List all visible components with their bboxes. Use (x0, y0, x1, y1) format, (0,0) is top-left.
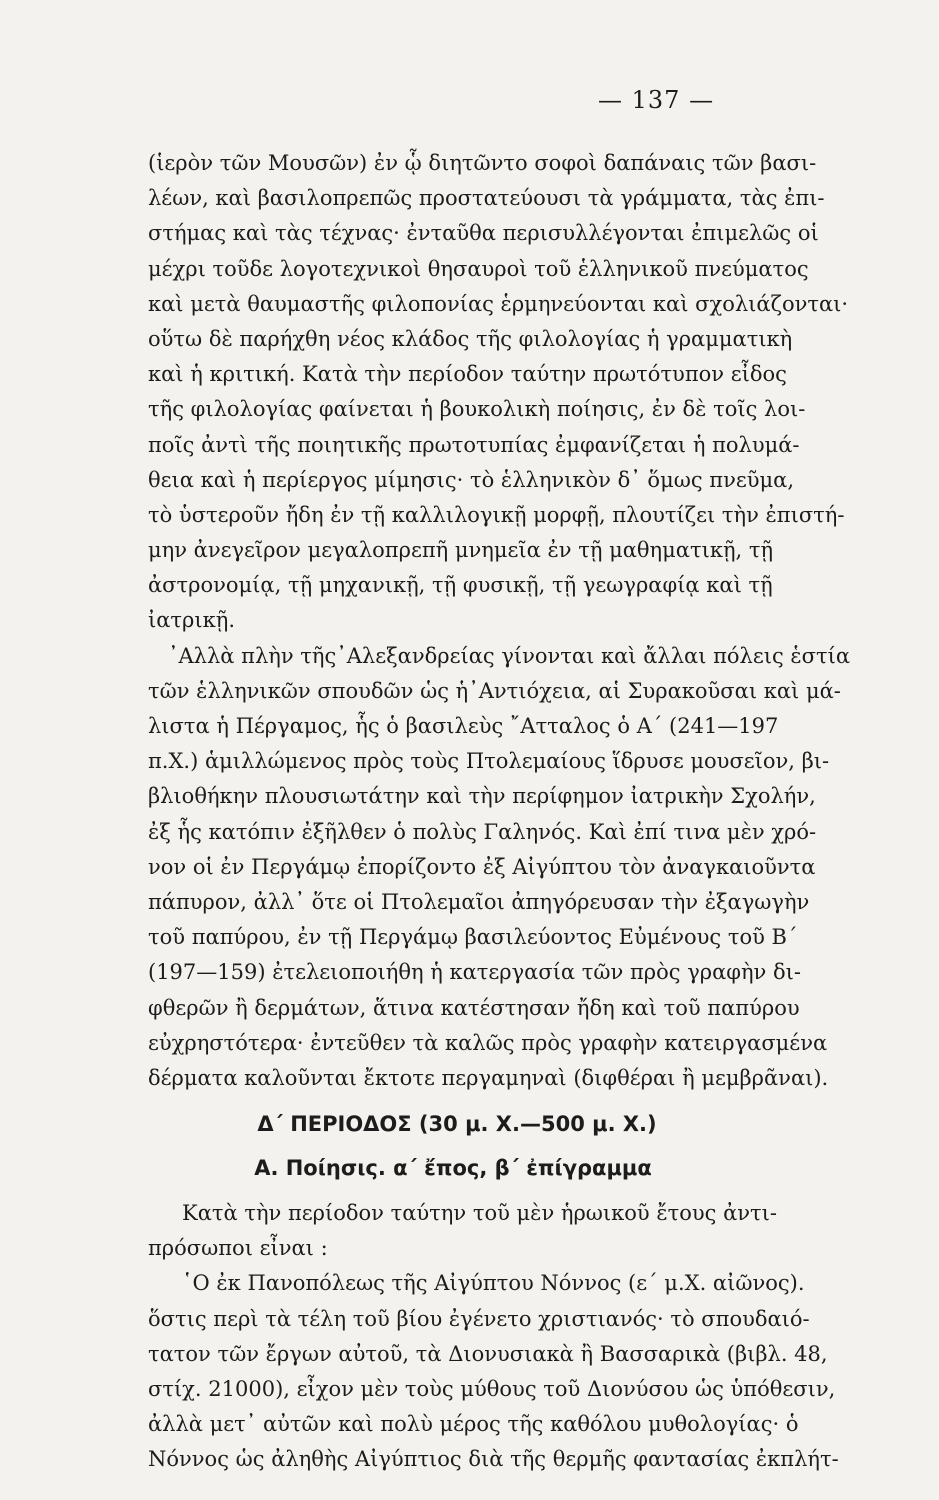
text-line: λέων, καὶ βασιλοπρεπῶς προστατεύουσι τὰ γράμματα, τὰς ἐπι- (148, 186, 825, 211)
text-line: (ἱερὸν τῶν Μουσῶν) ἐν ᾧ διητῶντο σοφοὶ δαπάναις τῶν βασι- (148, 151, 817, 175)
text-line: στίχ. 21000), εἶχον μὲν τοὺς μύθους τοῦ Διονύσου ὡς ὑπόθεσιν, (148, 1377, 836, 1401)
text-line: μην ἀνεγεῖρον μεγαλοπρεπῆ μνημεῖα ἐν τῇ μαθηματικῇ, τῇ (148, 538, 774, 563)
text-line: τοῦ παπύρου, ἐν τῇ Περγάμῳ βασιλεύοντος Εὐμένους τοῦ Β΄ (148, 925, 798, 950)
text-line: τατον τῶν ἔργων αὐτοῦ, τὰ Διονυσιακὰ ἢ Βασσαρικὰ (βιβλ. 48, (148, 1341, 828, 1366)
text-line: οὕτω δὲ παρήχθη νέος κλάδος τῆς φιλολογίας ἡ γραμματικὴ (148, 326, 793, 351)
text-line: Νόννος ὡς ἀληθὴς Αἰγύπτιος διὰ τῆς θερμῆς φαντασίας ἐκπλήτ- (148, 1447, 839, 1472)
text-line: ποῖς ἀντὶ τῆς ποιητικῆς πρωτοτυπίας ἐμφανίζεται ἡ πολυμά- (148, 432, 800, 457)
text-line: ὅστις περὶ τὰ τέλη τοῦ βίου ἐγένετο χριστιανός· τὸ σπουδαιό- (148, 1306, 810, 1331)
text-line: εὐχρηστότερα· ἐντεῦθεν τὰ καλῶς πρὸς γραφὴν κατειργασμένα (148, 1030, 828, 1055)
text-line: τῶν ἑλληνικῶν σπουδῶν ὡς ἡ᾽Αντιόχεια, αἱ Συρακοῦσαι καὶ μά- (148, 678, 841, 703)
text-line: ᾽Αλλὰ πλὴν τῆς᾽Αλεξανδρείας γίνονται καὶ ἄλλαι πόλεις ἑστία (168, 643, 851, 668)
text-line: τὸ ὑστεροῦν ἤδη ἐν τῇ καλλιλογικῇ μορφῇ, πλουτίζει τὴν ἐπιστή- (148, 502, 845, 527)
text-line: Κατὰ τὴν περίοδον ταύτην τοῦ μὲν ἡρωικοῦ ἔτους ἀντι- (182, 1201, 778, 1226)
text-line: καὶ ἡ κριτική. Κατὰ τὴν περίοδον ταύτην πρωτότυπον εἶδος (148, 362, 787, 387)
text-line: ἀλλὰ μετ᾽ αὐτῶν καὶ πολὺ μέρος τῆς καθόλου μυθολογίας· ὁ (148, 1412, 799, 1437)
text-line: π.Χ.) ἁμιλλώμενος πρὸς τοὺς Πτολεμαίους ἵδρυσε μουσεῖον, βι- (148, 749, 830, 774)
text-line: πρόσωποι εἶναι : (148, 1236, 328, 1261)
page-number: — 137 — (598, 86, 715, 114)
text-line: ἀστρονομίᾳ, τῇ μηχανικῇ, τῇ φυσικῇ, τῇ γεωγραφίᾳ καὶ τῇ (148, 573, 773, 598)
text-line: δέρματα καλοῦνται ἔκτοτε περγαμηναὶ (διφθέραι ἢ μεμβρᾶναι). (148, 1065, 829, 1090)
text-line: ἰατρικῇ. (148, 608, 235, 633)
text-line: θεια καὶ ἡ περίεργος μίμησις· τὸ ἑλληνικὸν δ᾽ ὅμως πνεῦμα, (148, 467, 794, 492)
text-line: φθερῶν ἢ δερμάτων, ἅτινα κατέστησαν ἤδη καὶ τοῦ παπύρου (148, 995, 800, 1020)
text-line: ἐξ ἧς κατόπιν ἐξῆλθεν ὁ πολὺς Γαληνός. Καὶ ἐπί τινα μὲν χρό- (148, 819, 817, 844)
text-line: καὶ μετὰ θαυμαστῆς φιλοπονίας ἑρμηνεύονται καὶ σχολιάζονται· (148, 291, 849, 316)
text-line: νον οἱ ἐν Περγάμῳ ἐπορίζοντο ἐξ Αἰγύπτου τὸν ἀναγκαιοῦντα (148, 854, 816, 879)
section-heading: Α. Ποίησις. α΄ ἔπος, β΄ ἐπίγραμμα (254, 1156, 652, 1181)
text-line: μέχρι τοῦδε λογοτεχνικοὶ θησαυροὶ τοῦ ἑλληνικοῦ πνεύματος (148, 256, 809, 281)
text-line: τῆς φιλολογίας φαίνεται ἡ βουκολικὴ ποίησις, ἐν δὲ τοῖς λοι- (148, 397, 806, 422)
page-body (148, 146, 851, 1478)
text-line: στήμας καὶ τὰς τέχνας· ἐνταῦθα περισυλλέγονται ἐπιμελῶς οἱ (148, 221, 819, 246)
text-line: πάπυρον, ἀλλ᾽ ὅτε οἱ Πτολεμαῖοι ἀπηγόρευσαν τὴν ἐξαγωγὴν (148, 889, 810, 914)
text-line: ῾Ο ἐκ Πανοπόλεως τῆς Αἰγύπτου Νόννος (ε΄ μ.Χ. αἰῶνος). (182, 1271, 805, 1296)
text-line: βλιοθήκην πλουσιωτάτην καὶ τὴν περίφημον ἰατρικὴν Σχολήν, (148, 784, 816, 809)
text-line: (197—159) ἐτελειοποιήθη ἡ κατεργασία τῶν πρὸς γραφὴν δι- (148, 960, 801, 985)
text-line: λιστα ἡ Πέργαμος, ἧς ὁ βασιλεὺς ῎Ατταλος ὁ Α΄ (241—197 (148, 714, 779, 738)
period-heading: Δ΄ ΠΕΡΙΟΔΟΣ (30 μ. Χ.—500 μ. Χ.) (257, 1112, 657, 1137)
